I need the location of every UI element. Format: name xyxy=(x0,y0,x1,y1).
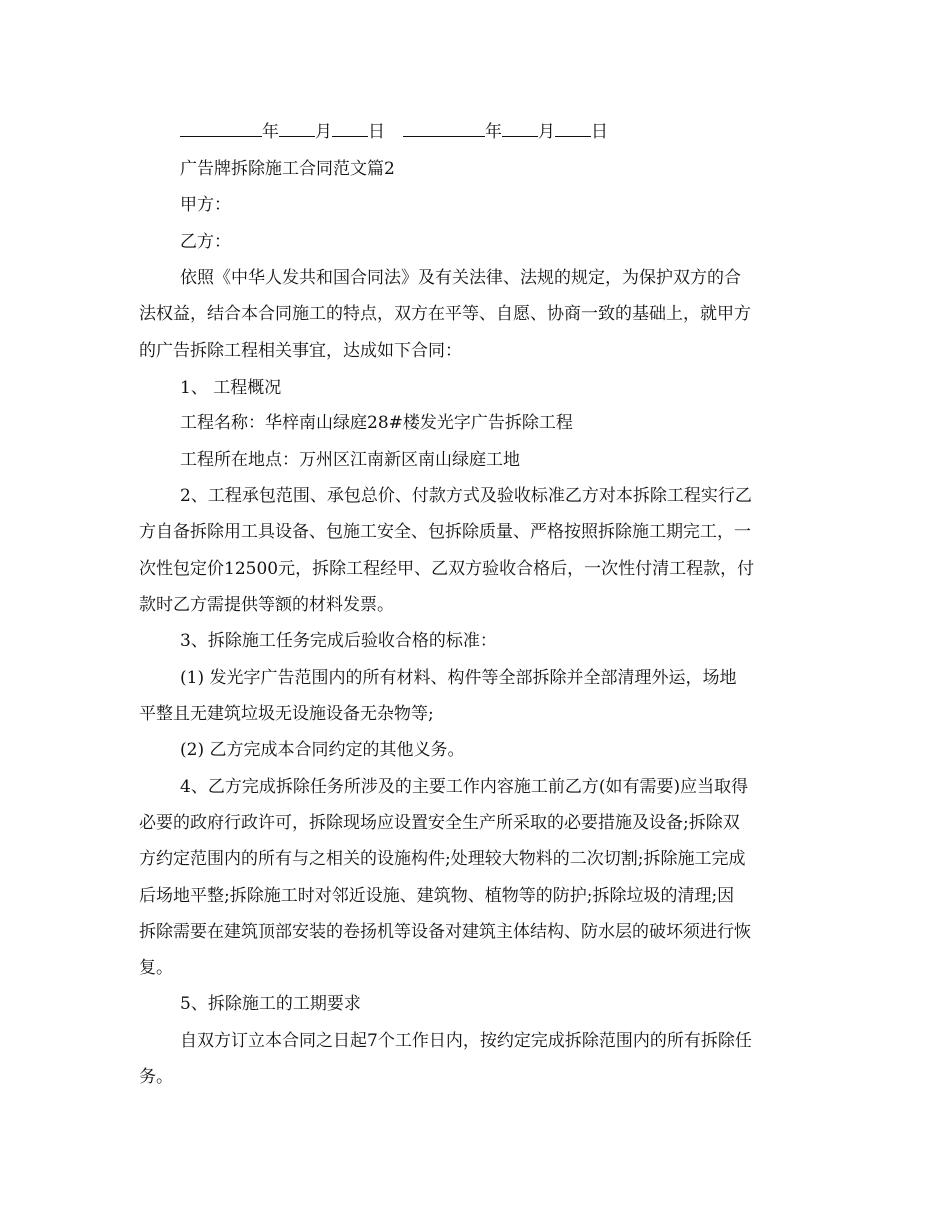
section3-item1-line: 平整且无建筑垃圾无设施设备无杂物等; xyxy=(139,704,434,724)
section3-item2: (2) 乙方完成本合同约定的其他义务。 xyxy=(180,740,465,760)
section2-line: 2、工程承包范围、承包总价、付款方式及验收标准乙方对本拆除工程实行乙 xyxy=(180,486,752,506)
section4-line: 复。 xyxy=(139,958,173,978)
project-location: 工程所在地点：万州区江南新区南山绿庭工地 xyxy=(180,450,520,470)
section1-heading: 1、 工程概况 xyxy=(180,378,282,398)
day-blank xyxy=(332,120,368,137)
intro-line: 依照《中华人发共和国合同法》及有关法律、法规的规定，为保护双方的合 xyxy=(180,268,741,288)
section5-line: 务。 xyxy=(139,1067,173,1087)
section4-line: 必要的政府行政许可，拆除现场应设置安全生产所采取的必要措施及设备;拆除双 xyxy=(139,813,740,833)
month-blank xyxy=(279,120,315,137)
month-blank-2 xyxy=(502,120,538,137)
section5-heading: 5、拆除施工的工期要求 xyxy=(180,994,361,1014)
year-blank-2 xyxy=(403,120,485,137)
project-name: 工程名称：华梓南山绿庭28#楼发光字广告拆除工程 xyxy=(180,413,573,433)
day-label-2: 日 xyxy=(591,122,608,142)
month-label-2: 月 xyxy=(538,122,555,142)
party-b-label: 乙方： xyxy=(180,232,231,252)
intro-line: 的广告拆除工程相关事宜，达成如下合同： xyxy=(139,341,462,361)
section4-line: 4、乙方完成拆除任务所涉及的主要工作内容施工前乙方(如有需要)应当取得 xyxy=(180,777,749,797)
party-a-label: 甲方： xyxy=(180,195,231,215)
year-label-2: 年 xyxy=(485,122,502,142)
signature-date-line xyxy=(180,120,608,143)
year-label: 年 xyxy=(262,122,279,142)
day-blank-2 xyxy=(555,120,591,137)
section4-line: 后场地平整;拆除施工时对邻近设施、建筑物、植物等的防护;拆除垃圾的清理;因 xyxy=(139,886,735,906)
section2-line: 次性包定价12500元，拆除工程经甲、乙双方验收合格后，一次性付清工程款，付 xyxy=(139,559,755,579)
day-label: 日 xyxy=(368,122,385,142)
document-title: 广告牌拆除施工合同范文篇2 xyxy=(180,159,395,179)
section5-line: 自双方订立本合同之日起7个工作日内，按约定完成拆除范围内的所有拆除任 xyxy=(180,1031,752,1051)
section3-item1-line: (1) 发光字广告范围内的所有材料、构件等全部拆除并全部清理外运，场地 xyxy=(180,668,737,688)
intro-line: 法权益，结合本合同施工的特点，双方在平等、自愿、协商一致的基础上，就甲方 xyxy=(139,304,751,324)
section4-line: 拆除需要在建筑顶部安装的卷扬机等设备对建筑主体结构、防水层的破坏须进行恢 xyxy=(139,922,751,942)
section2-line: 方自备拆除用工具设备、包施工安全、包拆除质量、严格按照拆除施工期完工，一 xyxy=(139,522,751,542)
section4-line: 方约定范围内的所有与之相关的设施构件;处理较大物料的二次切割;拆除施工完成 xyxy=(139,849,746,869)
section3-heading: 3、拆除施工任务完成后验收合格的标准： xyxy=(180,631,497,651)
section2-line: 款时乙方需提供等额的材料发票。 xyxy=(139,595,394,615)
year-blank xyxy=(180,120,262,137)
month-label: 月 xyxy=(315,122,332,142)
